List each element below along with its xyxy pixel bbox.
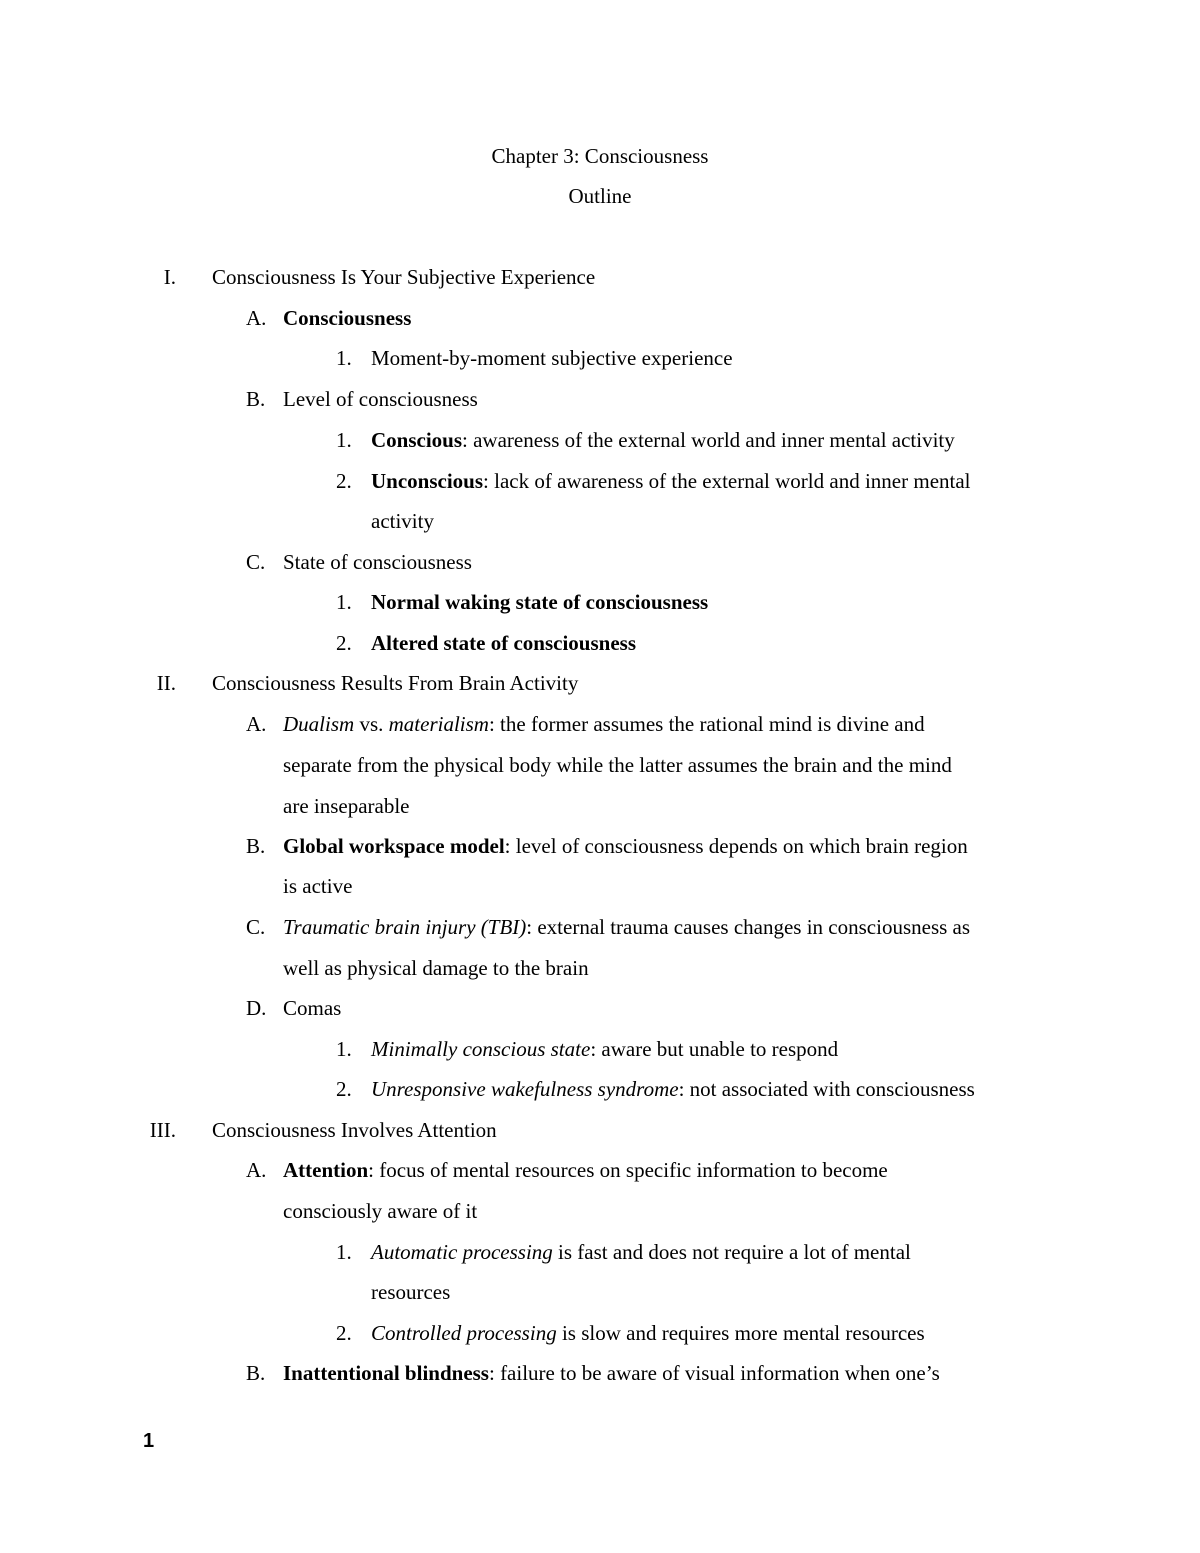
outline-item-2b bbox=[0, 826, 1200, 866]
item-marker: B. bbox=[246, 834, 266, 858]
subitem-marker: 2. bbox=[336, 1321, 352, 1345]
key-term: Inattentional blindness bbox=[283, 1361, 489, 1385]
outline-subitem-1b2-continuation bbox=[0, 501, 1200, 541]
outline-item-2a bbox=[0, 704, 1200, 744]
outline-item-3a-continuation bbox=[0, 1191, 1200, 1231]
item-marker: A. bbox=[246, 712, 267, 736]
key-term: Traumatic brain injury (TBI) bbox=[283, 915, 527, 939]
definition-text: : awareness of the external world and inner mental activity bbox=[462, 428, 955, 452]
item-marker: D. bbox=[246, 996, 267, 1020]
subitem-marker: 1. bbox=[336, 590, 352, 614]
connector-text: vs. bbox=[354, 712, 389, 736]
definition-text: is fast and does not require a lot of mental bbox=[552, 1240, 911, 1264]
subitem-marker: 1. bbox=[336, 428, 352, 452]
outline-item-2c-continuation bbox=[0, 948, 1200, 988]
section-heading: Consciousness Is Your Subjective Experience bbox=[212, 265, 596, 289]
definition-text: : focus of mental resources on specific information to become bbox=[368, 1158, 888, 1182]
key-term: Consciousness bbox=[283, 306, 412, 330]
document-title: Chapter 3: Consciousness bbox=[491, 144, 709, 168]
outline-item-3b bbox=[0, 1353, 1200, 1393]
outline-item-1b bbox=[0, 379, 1200, 419]
section-marker: II. bbox=[156, 671, 176, 695]
section-marker: III. bbox=[149, 1118, 176, 1142]
definition-text: : failure to be aware of visual information when one’s bbox=[488, 1361, 940, 1385]
outline-subitem-3a1-continuation bbox=[0, 1272, 1200, 1312]
outline-subitem-1b2 bbox=[0, 461, 1200, 501]
outline-subitem-3a2 bbox=[0, 1313, 1200, 1353]
item-marker: C. bbox=[246, 550, 266, 574]
subitem-marker: 2. bbox=[336, 631, 352, 655]
key-term: materialism bbox=[388, 712, 489, 736]
continuation-text: consciously aware of it bbox=[283, 1199, 478, 1223]
outline-item-2d bbox=[0, 988, 1200, 1028]
item-marker: A. bbox=[246, 306, 267, 330]
continuation-text: is active bbox=[283, 874, 353, 898]
key-term: Altered state of consciousness bbox=[371, 631, 637, 655]
key-term: Attention bbox=[283, 1158, 369, 1182]
outline-subitem-1c1 bbox=[0, 582, 1200, 622]
outline-section-1 bbox=[0, 257, 1200, 297]
subitem-marker: 1. bbox=[336, 1240, 352, 1264]
section-heading: Consciousness Involves Attention bbox=[212, 1118, 497, 1142]
outline-subitem-1b1 bbox=[0, 420, 1200, 460]
continuation-text: separate from the physical body while the latter assumes the brain and the mind bbox=[283, 753, 952, 777]
subitem-marker: 2. bbox=[336, 469, 352, 493]
item-text: State of consciousness bbox=[283, 550, 472, 574]
definition-text: : the former assumes the rational mind is divine and bbox=[488, 712, 925, 736]
definition-text: : external trauma causes changes in consciousness as bbox=[526, 915, 971, 939]
definition-text: is slow and requires more mental resources bbox=[556, 1321, 925, 1345]
outline-subitem-1c2 bbox=[0, 623, 1200, 663]
item-marker: C. bbox=[246, 915, 266, 939]
outline-item-1a bbox=[0, 298, 1200, 338]
key-term: Unresponsive wakefulness syndrome bbox=[371, 1077, 679, 1101]
subitem-marker: 1. bbox=[336, 346, 352, 370]
outline-subitem-2d2 bbox=[0, 1069, 1200, 1109]
definition-text: : lack of awareness of the external world and inner mental bbox=[483, 469, 971, 493]
outline-item-1c bbox=[0, 542, 1200, 582]
definition-text: : aware but unable to respond bbox=[590, 1037, 839, 1061]
page-number: 1 bbox=[143, 1430, 155, 1452]
key-term: Automatic processing bbox=[371, 1240, 553, 1264]
section-marker: I. bbox=[163, 265, 176, 289]
continuation-text: resources bbox=[371, 1280, 451, 1304]
continuation-text: well as physical damage to the brain bbox=[283, 956, 589, 980]
item-marker: B. bbox=[246, 387, 266, 411]
outline-item-2c bbox=[0, 907, 1200, 947]
item-text: Level of consciousness bbox=[283, 387, 478, 411]
subitem-text: Moment-by-moment subjective experience bbox=[371, 346, 733, 370]
outline-item-3a bbox=[0, 1150, 1200, 1190]
outline-section-3 bbox=[0, 1110, 1200, 1150]
outline-subitem-2d1 bbox=[0, 1029, 1200, 1069]
outline-item-2a-continuation bbox=[0, 786, 1200, 826]
outline-item-2b-continuation bbox=[0, 866, 1200, 906]
continuation-text: activity bbox=[371, 509, 434, 533]
section-heading: Consciousness Results From Brain Activity bbox=[212, 671, 579, 695]
subitem-marker: 1. bbox=[336, 1037, 352, 1061]
outline-subitem-1a1 bbox=[0, 338, 1200, 378]
outline-subitem-3a1 bbox=[0, 1232, 1200, 1272]
key-term: Controlled processing bbox=[371, 1321, 557, 1345]
key-term: Normal waking state of consciousness bbox=[371, 590, 709, 614]
subitem-marker: 2. bbox=[336, 1077, 352, 1101]
item-marker: A. bbox=[246, 1158, 267, 1182]
key-term: Conscious bbox=[371, 428, 463, 452]
outline-section-2 bbox=[0, 663, 1200, 703]
item-text: Comas bbox=[283, 996, 342, 1020]
continuation-text: are inseparable bbox=[283, 794, 410, 818]
document-subtitle: Outline bbox=[568, 184, 632, 208]
key-term: Global workspace model bbox=[283, 834, 505, 858]
definition-text: : level of consciousness depends on which brain region bbox=[504, 834, 968, 858]
outline-item-2a-continuation bbox=[0, 745, 1200, 785]
key-term: Minimally conscious state bbox=[371, 1037, 591, 1061]
definition-text: : not associated with consciousness bbox=[678, 1077, 975, 1101]
key-term: Dualism bbox=[283, 712, 355, 736]
item-marker: B. bbox=[246, 1361, 266, 1385]
key-term: Unconscious bbox=[371, 469, 484, 493]
